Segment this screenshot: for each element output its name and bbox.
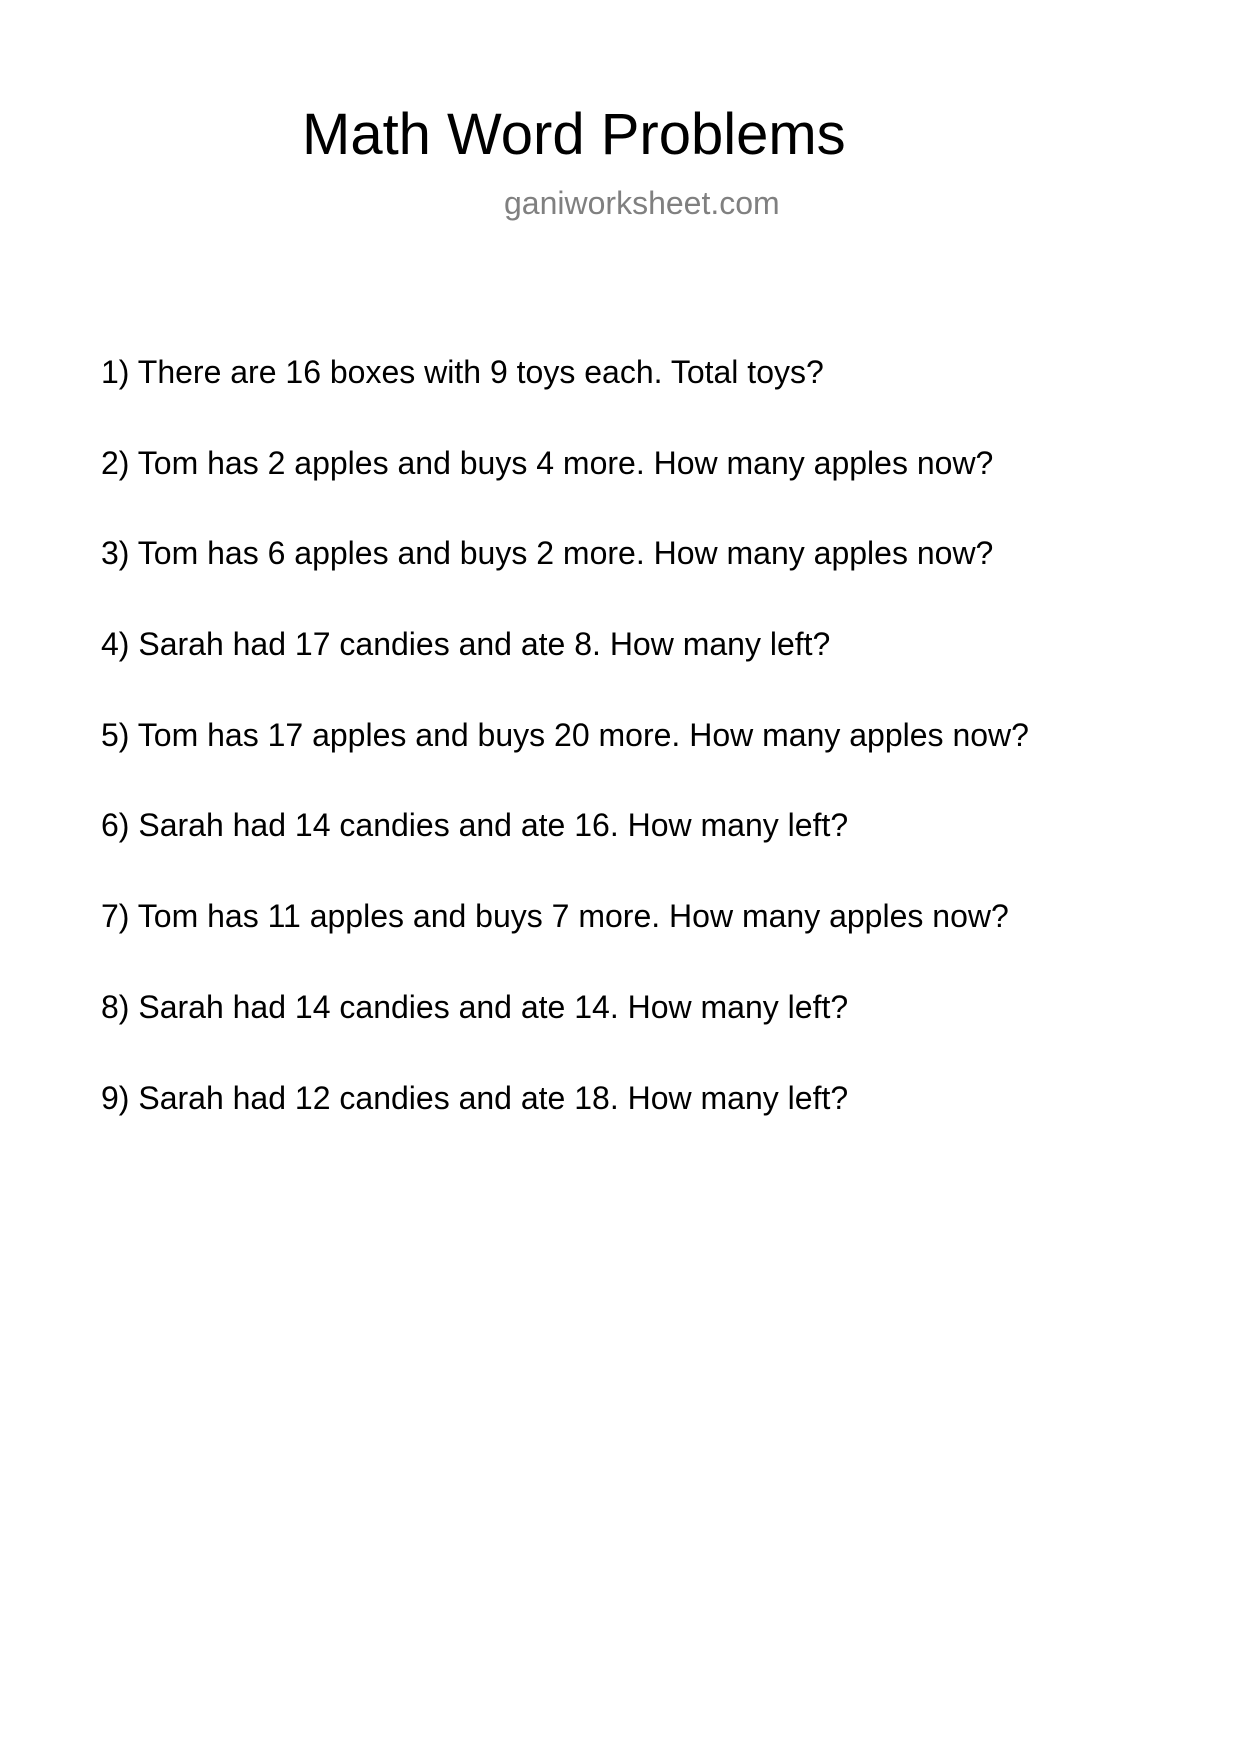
problem-item: 2) Tom has 2 apples and buys 4 more. How many apples now?: [101, 444, 994, 481]
problem-list: [101, 352, 1029, 1168]
problem-item: 7) Tom has 11 apples and buys 7 more. How many apples now?: [101, 898, 1009, 935]
website-label: ganiworksheet.com: [504, 185, 780, 221]
problem-item: 3) Tom has 6 apples and buys 2 more. How many apples now?: [101, 535, 994, 572]
problem-item: 4) Sarah had 17 candies and ate 8. How many left?: [101, 626, 831, 663]
problem-item: 5) Tom has 17 apples and buys 20 more. How many apples now?: [101, 716, 1029, 753]
problem-item: 1) There are 16 boxes with 9 toys each. Total toys?: [101, 354, 824, 390]
problem-item: 9) Sarah had 12 candies and ate 18. How many left?: [101, 1079, 849, 1116]
page-title: Math Word Problems: [302, 102, 846, 167]
problem-item: 6) Sarah had 14 candies and ate 16. How many left?: [101, 807, 849, 844]
problem-item: 8) Sarah had 14 candies and ate 14. How many left?: [101, 988, 849, 1025]
